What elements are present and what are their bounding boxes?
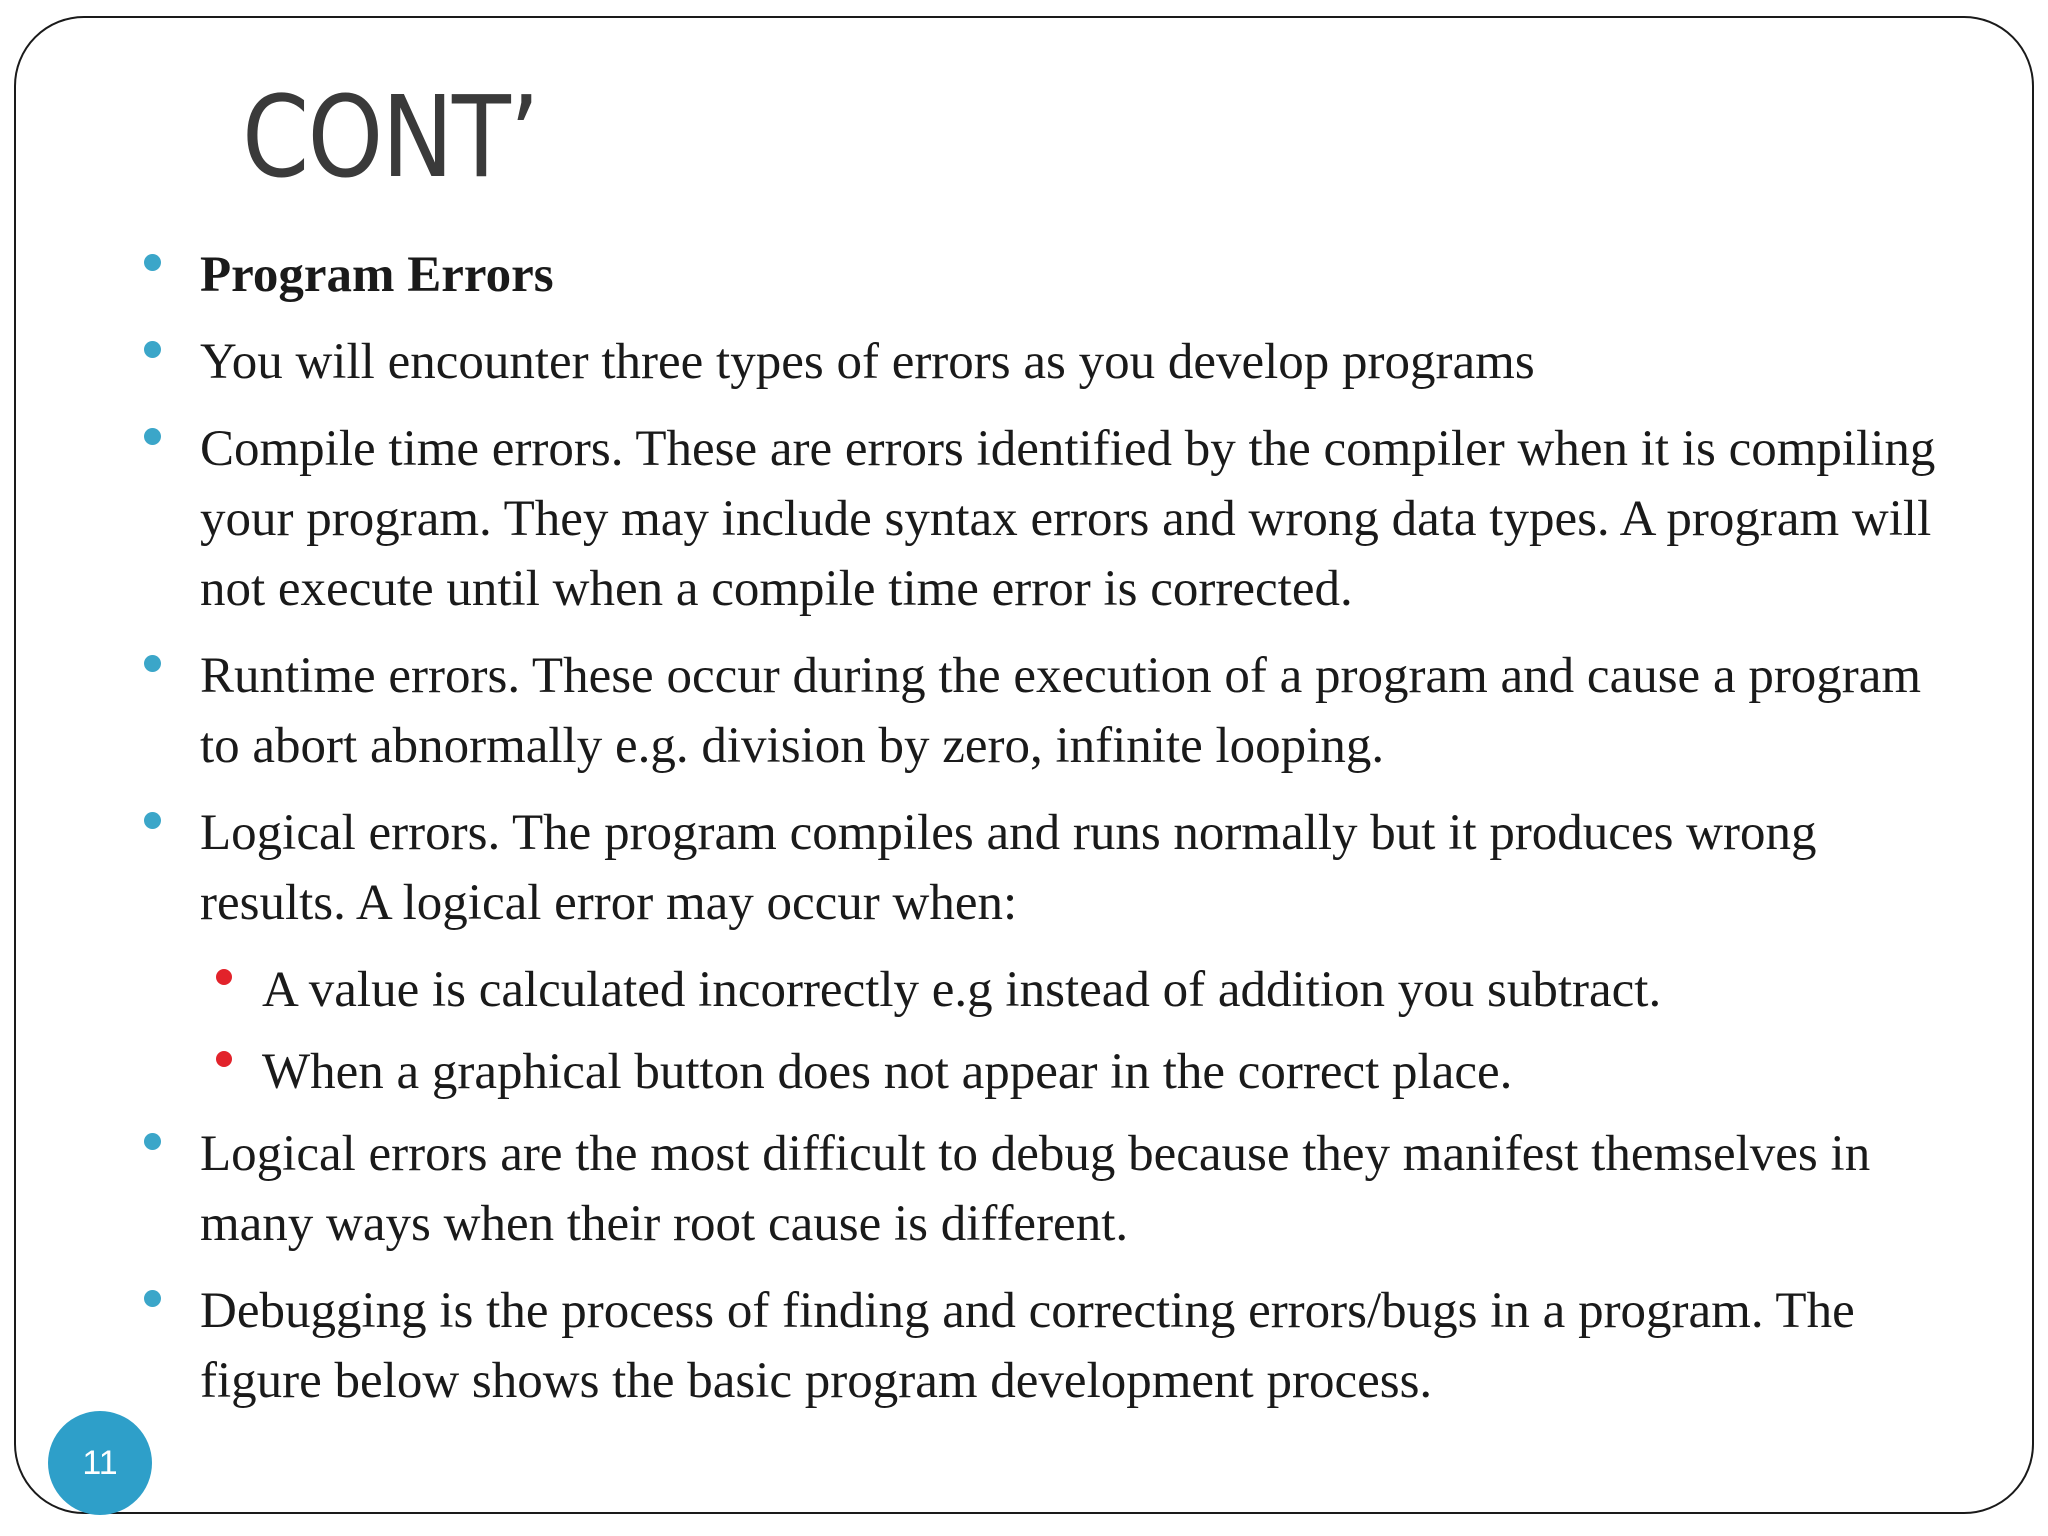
list-item <box>200 414 1960 624</box>
list-item <box>200 1276 1960 1416</box>
bullet-dot-icon <box>144 655 161 672</box>
bullet-text: You will encounter three types of errors as you develop programs <box>200 334 1535 390</box>
list-item <box>200 1119 1960 1259</box>
bullet-dot-icon <box>144 1133 161 1150</box>
bullet-dot-icon <box>144 1290 161 1307</box>
bullet-text: Program Errors <box>200 247 554 303</box>
sub-list-item <box>262 955 1960 1025</box>
slide-title: CONT’ <box>242 73 538 203</box>
bullet-dot-icon <box>144 254 161 271</box>
sub-bullet-dot-icon <box>216 1051 232 1067</box>
bullet-dot-icon <box>144 341 161 358</box>
list-item <box>200 641 1960 781</box>
bullet-list <box>200 240 1960 1433</box>
slide-frame <box>14 16 2034 1514</box>
list-item <box>200 798 1960 938</box>
list-item <box>200 327 1960 397</box>
bullet-text: Debugging is the process of finding and correcting errors/bugs in a program. The figure below shows the basic program development process. <box>200 1283 1855 1409</box>
list-item <box>200 240 1960 310</box>
sub-bullet-text: When a graphical button does not appear in the correct place. <box>262 1044 1513 1100</box>
sub-bullet-text: A value is calculated incorrectly e.g instead of addition you subtract. <box>262 962 1662 1018</box>
bullet-text: Logical errors are the most difficult to debug because they manifest themselves in many ways when their root cause is different. <box>200 1126 1871 1252</box>
sub-bullet-dot-icon <box>216 969 232 985</box>
bullet-dot-icon <box>144 812 161 829</box>
sub-list-item <box>262 1037 1960 1107</box>
bullet-text: Compile time errors. These are errors identified by the compiler when it is compiling your program. They may include syntax errors and wrong data types. A program will not execute until when a compile time error is corrected. <box>200 421 1936 617</box>
bullet-text: Runtime errors. These occur during the execution of a program and cause a program to abort abnormally e.g. division by zero, infinite looping. <box>200 648 1922 774</box>
bullet-text: Logical errors. The program compiles and runs normally but it produces wrong results. A logical error may occur when: <box>200 805 1817 931</box>
bullet-dot-icon <box>144 428 161 445</box>
page-number-badge: 11 <box>48 1411 152 1515</box>
